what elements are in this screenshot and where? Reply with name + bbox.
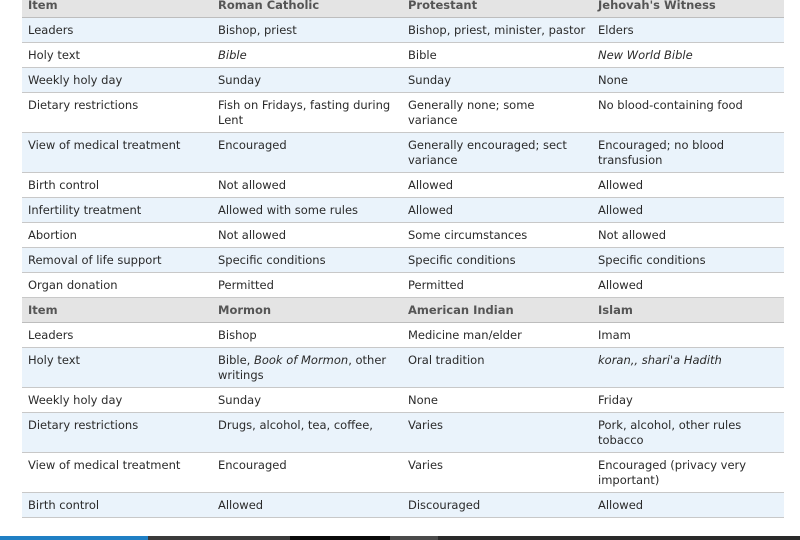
table-cell: Allowed	[402, 173, 592, 198]
table-row	[22, 93, 784, 133]
color-bar-segment	[390, 536, 438, 540]
table-row	[22, 223, 784, 248]
header-cell: Item	[22, 298, 212, 323]
table-cell: Friday	[592, 388, 784, 413]
table-row	[22, 248, 784, 273]
table-cell: No blood-containing food	[592, 93, 784, 133]
table-cell: Medicine man/elder	[402, 323, 592, 348]
table-row	[22, 323, 784, 348]
table-row	[22, 43, 784, 68]
table-cell: Bible	[402, 43, 592, 68]
table-cell: Not allowed	[592, 223, 784, 248]
color-bar-segment	[148, 536, 290, 540]
table-cell: Elders	[592, 18, 784, 43]
header-cell: Mormon	[212, 298, 402, 323]
item-cell: Birth control	[22, 493, 212, 518]
color-bar-segment	[0, 536, 148, 540]
header-row-2	[22, 298, 784, 323]
table-cell: Specific conditions	[402, 248, 592, 273]
table-cell: Bishop	[212, 323, 402, 348]
table-row	[22, 68, 784, 93]
item-cell: Leaders	[22, 323, 212, 348]
item-cell: Dietary restrictions	[22, 93, 212, 133]
table-row	[22, 348, 784, 388]
table-cell: Sunday	[212, 388, 402, 413]
table-cell: Fish on Fridays, fasting during Lent	[212, 93, 402, 133]
table-cell: Allowed	[592, 273, 784, 298]
comparison-sheet	[22, 0, 784, 518]
table-cell: koran,, shari'a Hadith	[592, 348, 784, 388]
table-cell: Pork, alcohol, other rules tobacco	[592, 413, 784, 453]
header-cell: Islam	[592, 298, 784, 323]
table-cell: Bible	[212, 43, 402, 68]
item-cell: Organ donation	[22, 273, 212, 298]
table-cell: Sunday	[212, 68, 402, 93]
header-cell: Item	[22, 0, 212, 18]
item-cell: Weekly holy day	[22, 68, 212, 93]
table-cell: Oral tradition	[402, 348, 592, 388]
header-cell: American Indian	[402, 298, 592, 323]
table-row	[22, 173, 784, 198]
religion-comparison-table	[22, 0, 784, 518]
table-cell: New World Bible	[592, 43, 784, 68]
table-cell: Allowed	[402, 198, 592, 223]
header-cell: Roman Catholic	[212, 0, 402, 18]
table-row	[22, 453, 784, 493]
item-cell: Weekly holy day	[22, 388, 212, 413]
table-cell: Allowed	[592, 493, 784, 518]
text-part: , other writings	[218, 353, 387, 382]
item-cell: Dietary restrictions	[22, 413, 212, 453]
table-cell: Specific conditions	[212, 248, 402, 273]
table-cell: Imam	[592, 323, 784, 348]
table-cell: Allowed	[592, 173, 784, 198]
header-row-1	[22, 0, 784, 18]
table-cell: Varies	[402, 453, 592, 493]
item-cell: Abortion	[22, 223, 212, 248]
color-bar-segment	[290, 536, 390, 540]
table-cell: Specific conditions	[592, 248, 784, 273]
item-cell: View of medical treatment	[22, 133, 212, 173]
table-cell: Not allowed	[212, 223, 402, 248]
item-cell: Holy text	[22, 43, 212, 68]
bottom-color-bar	[0, 536, 800, 540]
table-row	[22, 413, 784, 453]
table-cell: Generally none; some variance	[402, 93, 592, 133]
table-cell: None	[592, 68, 784, 93]
table-cell: Some circumstances	[402, 223, 592, 248]
table-cell: Permitted	[212, 273, 402, 298]
table-cell: Encouraged (privacy very important)	[592, 453, 784, 493]
item-cell: Birth control	[22, 173, 212, 198]
item-cell: Removal of life support	[22, 248, 212, 273]
table-cell: Permitted	[402, 273, 592, 298]
table-cell: Encouraged	[212, 133, 402, 173]
table-cell: Bishop, priest	[212, 18, 402, 43]
table-row	[22, 198, 784, 223]
table-cell: Allowed	[592, 198, 784, 223]
header-cell: Protestant	[402, 0, 592, 18]
text-part-italic: Book of Mormon	[253, 353, 349, 367]
table-row	[22, 133, 784, 173]
table-cell: Allowed with some rules	[212, 198, 402, 223]
table-cell: Drugs, alcohol, tea, coffee,	[212, 413, 402, 453]
table-cell: Encouraged	[212, 453, 402, 493]
table-row	[22, 273, 784, 298]
text-part: Bible,	[218, 353, 254, 367]
table-row	[22, 493, 784, 518]
item-cell: Leaders	[22, 18, 212, 43]
item-cell: View of medical treatment	[22, 453, 212, 493]
color-bar-segment	[438, 536, 800, 540]
table-cell: Allowed	[212, 493, 402, 518]
item-cell: Infertility treatment	[22, 198, 212, 223]
table-row	[22, 388, 784, 413]
table-cell: Encouraged; no blood transfusion	[592, 133, 784, 173]
table-cell: Sunday	[402, 68, 592, 93]
table-cell: Not allowed	[212, 173, 402, 198]
table-cell: Bishop, priest, minister, pastor	[402, 18, 592, 43]
table-cell: Varies	[402, 413, 592, 453]
table-cell	[212, 348, 402, 388]
table-row	[22, 18, 784, 43]
header-cell: Jehovah's Witness	[592, 0, 784, 18]
table-cell: None	[402, 388, 592, 413]
item-cell: Holy text	[22, 348, 212, 388]
table-cell: Discouraged	[402, 493, 592, 518]
table-cell: Generally encouraged; sect variance	[402, 133, 592, 173]
